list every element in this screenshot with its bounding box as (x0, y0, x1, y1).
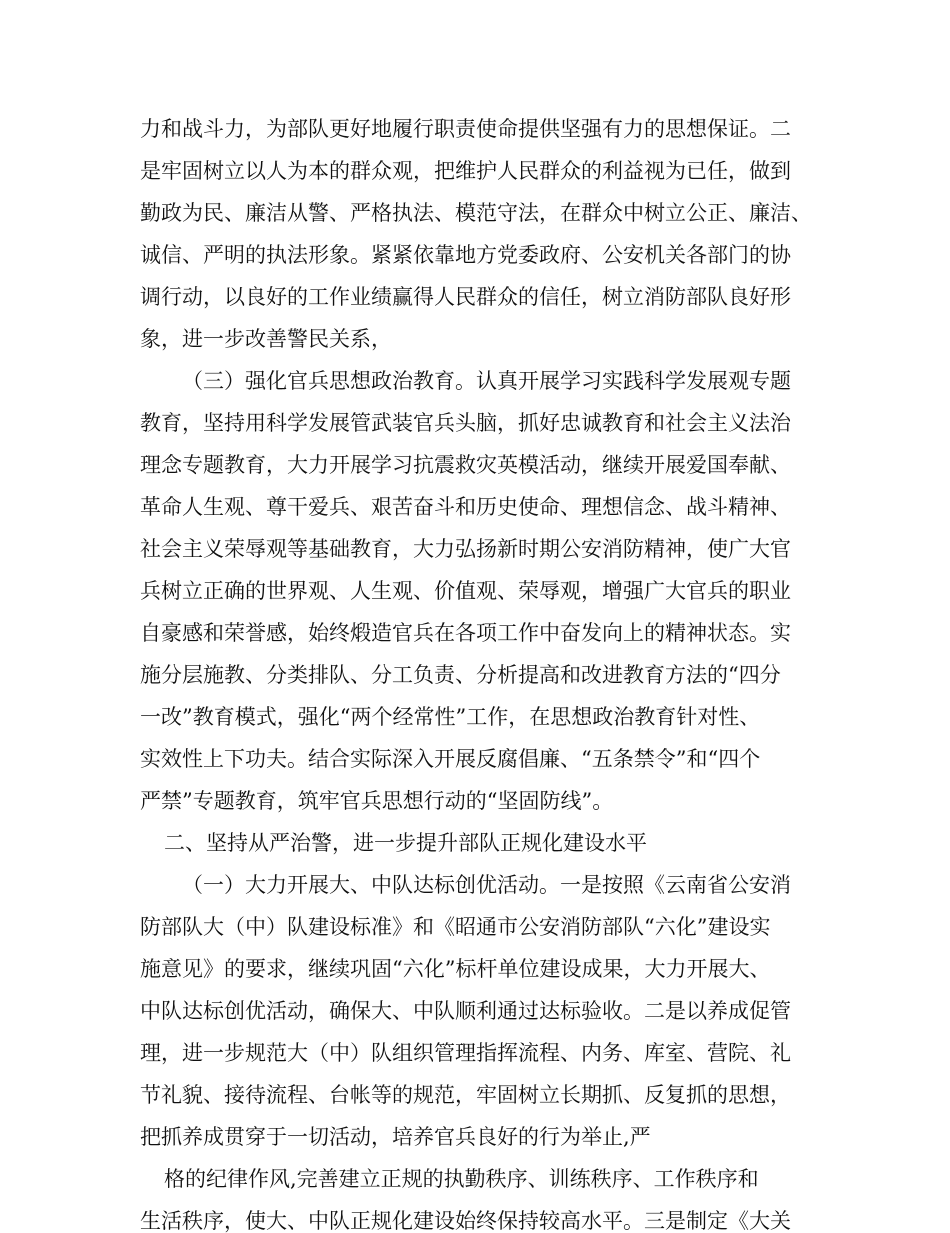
text-line: 革命人生观、尊干爱兵、艰苦奋斗和历史使命、理想信念、战斗精神、 (140, 495, 791, 519)
section-heading-1: （一）大力开展大、中队达标创优活动。一是按照《云南省公安消 (182, 873, 791, 897)
text-line: 严禁”专题教育，筑牢官兵思想行动的“坚固防线”。 (140, 789, 614, 813)
text-line: 自豪感和荣誉感，始终煅造官兵在各项工作中奋发向上的精神状态。实 (140, 621, 791, 645)
text-line: 一改”教育模式，强化“两个经常性”工作，在思想政治教育针对性、 (140, 705, 761, 729)
text-line: 中队达标创优活动，确保大、中队顺利通过达标验收。二是以养成促管 (140, 999, 791, 1023)
text-line: 教育，坚持用科学发展管武装官兵头脑，抓好忠诚教育和社会主义法治 (140, 411, 791, 435)
text-line: 把抓养成贯穿于一切活动，培养官兵良好的行为举止,严 (140, 1125, 651, 1149)
text-line: 施意见》的要求，继续巩固“六化”标杆单位建设成果，大力开展大、 (140, 957, 771, 981)
text-line: 勤政为民、廉洁从警、严格执法、模范守法，在群众中树立公正、廉洁、 (140, 201, 812, 225)
section-heading-2: 二、坚持从严治警，进一步提升部队正规化建设水平 (164, 831, 647, 855)
text-line: 兵树立正确的世界观、人生观、价值观、荣辱观，增强广大官兵的职业 (140, 579, 791, 603)
text-line: 理，进一步规范大（中）队组织管理指挥流程、内务、库室、营院、礼 (140, 1041, 791, 1065)
section-heading-3: （三）强化官兵思想政治教育。认真开展学习实践科学发展观专题 (182, 369, 791, 393)
text-line: 社会主义荣辱观等基础教育，大力弘扬新时期公安消防精神，使广大官 (140, 537, 791, 561)
text-line: 诚信、严明的执法形象。紧紧依靠地方党委政府、公安机关各部门的协 (140, 243, 791, 267)
text-line: 防部队大（中）队建设标准》和《昭通市公安消防部队“六化”建设实 (140, 915, 771, 939)
text-line: 节礼貌、接待流程、台帐等的规范，牢固树立长期抓、反复抓的思想， (140, 1083, 791, 1107)
text-line: 力和战斗力，为部队更好地履行职责使命提供坚强有力的思想保证。二 (140, 117, 791, 141)
text-line: 格的纪律作风,完善建立正规的执勤秩序、训练秩序、工作秩序和 (164, 1167, 759, 1191)
text-line: 生活秩序，使大、中队正规化建设始终保持较高水平。三是制定《大关 (140, 1209, 791, 1233)
text-line: 是牢固树立以人为本的群众观，把维护人民群众的利益视为已任，做到 (140, 159, 791, 183)
text-line: 实效性上下功夫。结合实际深入开展反腐倡廉、“五条禁令”和“四个 (140, 747, 761, 771)
text-line: 调行动，以良好的工作业绩赢得人民群众的信任，树立消防部队良好形 (140, 285, 791, 309)
text-line: 象，进一步改善警民关系， (140, 327, 392, 351)
text-line: 施分层施教、分类排队、分工负责、分析提高和改进教育方法的“四分 (140, 663, 781, 687)
text-line: 理念专题教育，大力开展学习抗震救灾英模活动，继续开展爱国奉献、 (140, 453, 791, 477)
